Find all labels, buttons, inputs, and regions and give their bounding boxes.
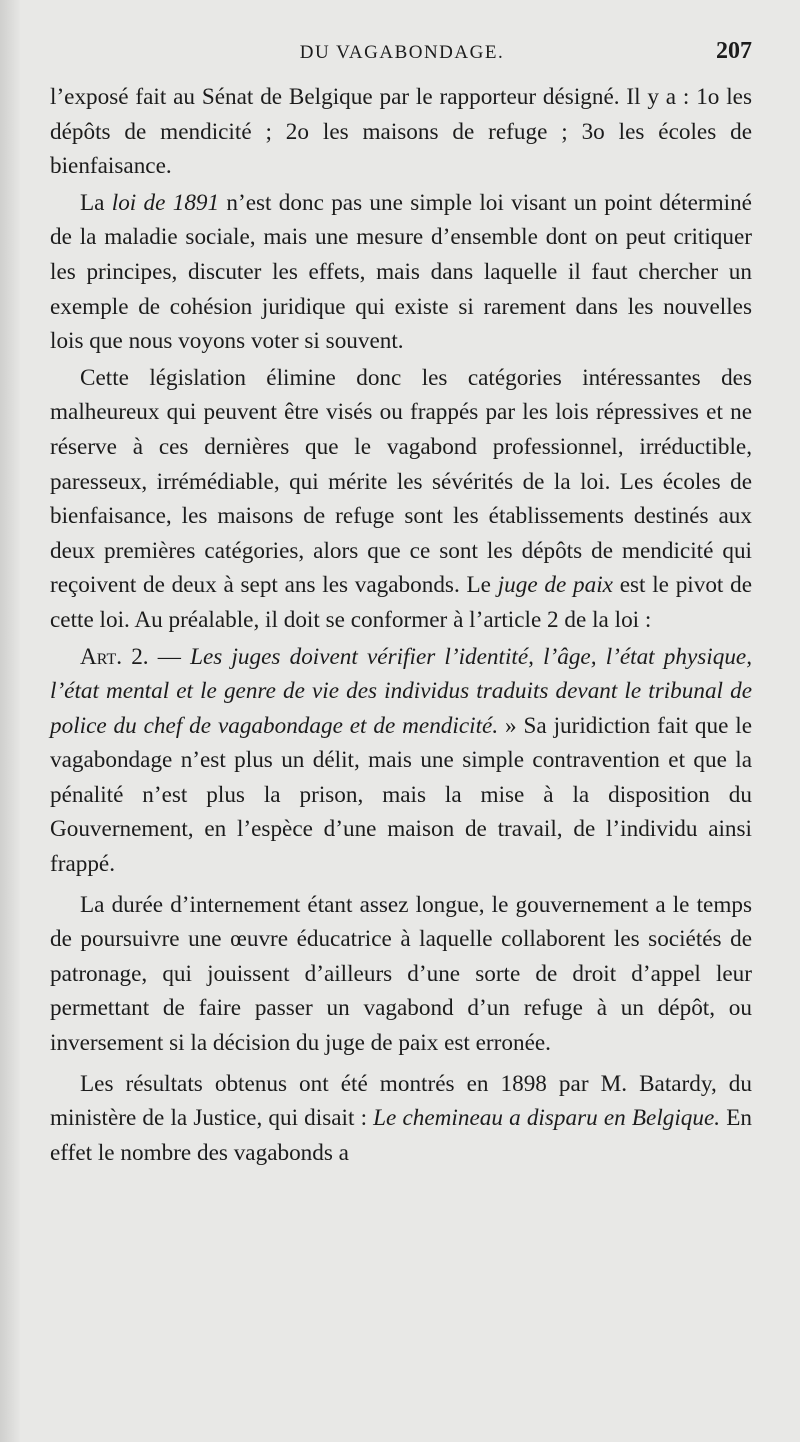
- text-run: Les résultats obtenus ont été montrés en 1898 par M. Batardy, du ministère de la Justice, qui disait :: [50, 1070, 752, 1132]
- paragraph-continued: l’exposé fait au Sénat de Belgique par le rapporteur désigné. Il y a : 1o les dépôts de mendicité ; 2o les maisons de refuge ; 3o les écoles de bienfaisance.: [50, 84, 752, 180]
- page-number: 207: [716, 38, 752, 64]
- text-run: En effet le nombre des vagabonds a: [50, 1105, 752, 1166]
- body-text: [50, 80, 752, 1172]
- italic-run: Les juges doivent vérifier l’identité, l’âge, l’état physique, l’état mental et le genre de vie des individus traduits devant le tribunal de police du chef de vagabondage et de mendicité.: [50, 643, 753, 739]
- text-run: Cette législation élimine donc les catégories intéressantes des malheureux qui peuvent être visés ou frappés par les lois répressives et ne réserve à ces dernières que le vagabond professionnel, irréductible, paresseux, irrémédiable, qui mérite les sévérités de la loi. Les écoles de bienfaisance, les maisons de refuge sont les établissements destinés aux deux premières catégories, alors que ce sont les dépôts de mendicité qui reçoivent de deux à sept ans les vagabonds. Le: [50, 364, 752, 599]
- text-run: » Sa juridiction fait que le vagabondage n’est plus un délit, mais une simple contravention et que la pénalité n’est plus la prison, mais la mise à la disposition du Gouvernement, en l’espèce d’une maison de travail, de l’individu ainsi frappé.: [50, 712, 753, 878]
- paragraph-article-2: [50, 640, 752, 882]
- paragraph-legislation: [50, 361, 752, 638]
- italic-run: loi de 1891: [111, 189, 220, 216]
- italic-run: juge de paix: [497, 572, 613, 599]
- article-label: Art. 2.: [80, 643, 149, 670]
- text-run: est le pivot de cette loi. Au préalable, il doit se conformer à l’article 2 de la loi :: [50, 572, 753, 633]
- text-run: n’est donc pas une simple loi visant un point déterminé de la maladie sociale, mais une mesure d’ensemble dont on peut critiquer les principes, discuter les effets, mais dans laquelle il faut chercher un exemple de cohésion juridique qui existe si rarement dans les nouvelles lois que nous voyons voter si souvent.: [50, 189, 752, 355]
- paragraph-loi-1891: [50, 186, 752, 359]
- page-edge-shadow: [0, 0, 20, 1442]
- paragraph-resultats: [50, 1067, 752, 1171]
- text-run: —: [148, 643, 191, 670]
- italic-run: Le chemineau a disparu en Belgique.: [373, 1105, 721, 1132]
- page-header: [52, 38, 752, 68]
- text-run: La: [80, 189, 112, 216]
- running-title: DU VAGABONDAGE.: [299, 42, 505, 63]
- paragraph-internement: La durée d’internement étant assez longue, le gouvernement a le temps de poursuivre une œuvre éducatrice à laquelle collaborent les sociétés de patronage, qui jouissent d’ailleurs d’une sorte de droit d’appel leur permettant de faire passer un vagabond d’un refuge à un dépôt, ou inversement si la décision du juge de paix est erronée.: [50, 891, 752, 1057]
